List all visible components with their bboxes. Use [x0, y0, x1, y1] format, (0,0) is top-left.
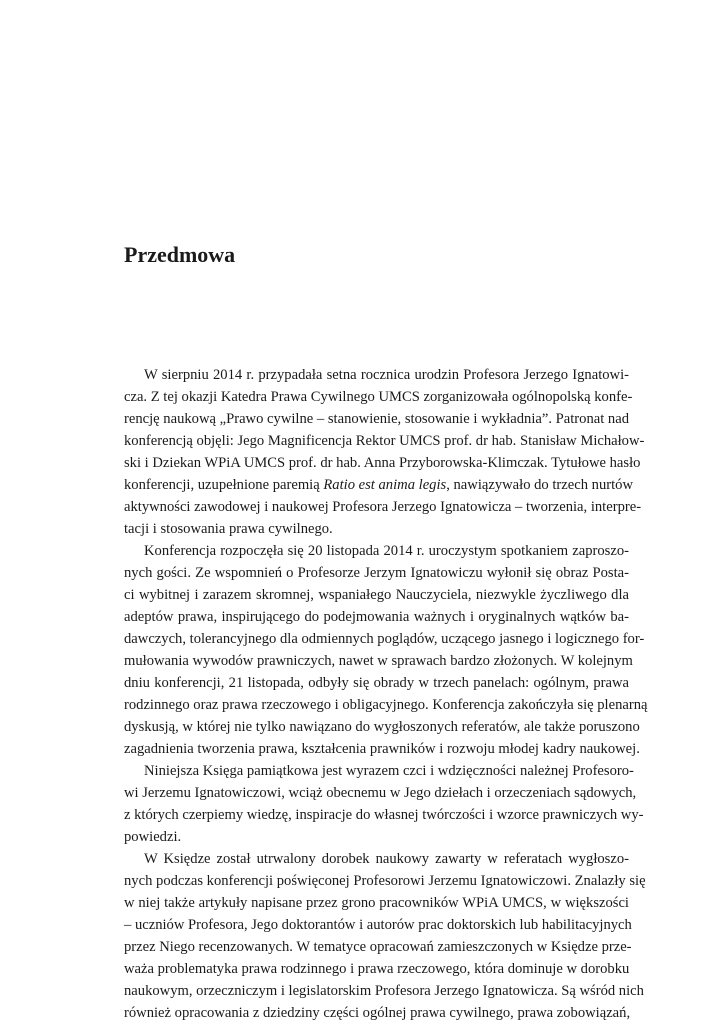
- text-line: [124, 562, 629, 584]
- text-segment: W sierpniu 2014 r. przypadała setna rocznica urodzin Profesora Jerzego Ignatowi-: [144, 367, 629, 383]
- text-segment: aktywności zawodowej i naukowej Profesora Jerzego Ignatowicza – tworzenia, interpre-: [124, 499, 642, 515]
- text-line: [124, 870, 646, 892]
- text-segment: konferencją objęli: Jego Magnificencja Rektor UMCS prof. dr hab. Stanisław Michałow-: [124, 433, 645, 449]
- text-line: [124, 540, 629, 562]
- text-line: [124, 738, 640, 760]
- text-segment: , nawiązywało do trzech nurtów: [446, 477, 634, 493]
- text-line: [124, 672, 629, 694]
- text-segment: dawczych, tolerancyjnego dla odmiennych poglądów, uczącego jasnego i logicznego for-: [124, 631, 645, 647]
- text-line: [124, 980, 644, 1002]
- body-text: [124, 364, 648, 1024]
- paragraph: [124, 848, 646, 1024]
- text-segment: adeptów prawa, inspirującego do podejmowania ważnych i oryginalnych wątków ba-: [124, 609, 629, 625]
- text-line: [124, 408, 629, 430]
- text-segment: rodzinnego oraz prawa rzeczowego i obligacyjnego. Konferencja zakończyła się plenarną: [124, 697, 648, 713]
- text-segment: Konferencja rozpoczęła się 20 listopada 2014 r. uroczystym spotkaniem zaproszo-: [144, 543, 629, 559]
- text-segment: cza. Z tej okazji Katedra Prawa Cywilnego UMCS zorganizowała ogólnopolską konfe-: [124, 389, 633, 405]
- text-segment: rencję naukową „Prawo cywilne – stanowienie, stosowanie i wykładnia”. Patronat nad: [124, 411, 629, 427]
- text-segment: przez Niego recenzowanych. W tematyce opracowań zamieszczonych w Księdze prze-: [124, 939, 632, 955]
- text-line: [124, 606, 629, 628]
- text-line: [124, 760, 634, 782]
- text-line: [124, 474, 634, 496]
- text-segment: tacji i stosowania prawa cywilnego.: [124, 521, 333, 537]
- text-line: [124, 584, 629, 606]
- text-segment: w niej także artykuły napisane przez grono pracowników WPiA UMCS, w większości: [124, 895, 629, 911]
- text-segment: Niniejsza Księga pamiątkowa jest wyrazem czci i wdzięczności należnej Profesoro-: [144, 763, 634, 779]
- text-line: [124, 936, 632, 958]
- text-line: [124, 826, 629, 848]
- latin-maxim: Ratio est anima legis: [323, 477, 447, 493]
- text-line: [124, 518, 629, 540]
- text-line: [124, 782, 637, 804]
- text-line: [124, 914, 632, 936]
- text-segment: ci wybitnej i zarazem skromnej, wspaniałego Nauczyciela, niezwykle życzliwego dla: [124, 587, 629, 603]
- text-segment: – uczniów Profesora, Jego doktorantów i autorów prac doktorskich lub habilitacyjnych: [124, 917, 632, 933]
- text-line: [124, 452, 641, 474]
- text-line: [124, 1002, 629, 1024]
- text-segment: zagadnienia tworzenia prawa, kształcenia prawników i rozwoju młodej kadry naukowej.: [124, 741, 640, 757]
- text-line: [124, 958, 629, 980]
- text-line: [124, 496, 642, 518]
- text-line: [124, 892, 629, 914]
- text-segment: wi Jerzemu Ignatowiczowi, wciąż obecnemu w Jego dziełach i orzeczeniach sądowych,: [124, 785, 637, 801]
- text-line: [124, 364, 629, 386]
- paragraph: [124, 364, 645, 540]
- text-segment: waża problematyka prawa rodzinnego i prawa rzeczowego, która dominuje w dorobku: [124, 961, 630, 977]
- paragraph: [124, 760, 644, 848]
- text-segment: W Księdze został utrwalony dorobek naukowy zawarty w referatach wygłoszo-: [144, 851, 629, 867]
- paragraph: [124, 540, 648, 760]
- text-segment: mułowania wywodów prawniczych, nawet w sprawach bardzo złożonych. W kolejnym: [124, 653, 633, 669]
- text-segment: dniu konferencji, 21 listopada, odbyły się obrady w trzech panelach: ogólnym, prawa: [124, 675, 629, 691]
- text-segment: dyskusją, w której nie tylko nawiązano do wygłoszonych referatów, ale także poruszono: [124, 719, 640, 735]
- text-line: [124, 386, 633, 408]
- text-line: [124, 628, 645, 650]
- text-segment: również opracowania z dziedziny części ogólnej prawa cywilnego, prawa zobowiązań,: [124, 1005, 631, 1021]
- text-segment: naukowym, orzeczniczym i legislatorskim Profesora Jerzego Ignatowicza. Są wśród nich: [124, 983, 644, 999]
- text-segment: ski i Dziekan WPiA UMCS prof. dr hab. Anna Przyborowska-Klimczak. Tytułowe hasło: [124, 455, 641, 471]
- text-segment: z których czerpiemy wiedzę, inspiracje do własnej twórczości i wzorce prawniczych wy-: [124, 807, 644, 823]
- text-segment: konferencji, uzupełnione paremią: [124, 477, 324, 493]
- text-line: [124, 430, 645, 452]
- text-segment: nych podczas konferencji poświęconej Profesorowi Jerzemu Ignatowiczowi. Znalazły się: [124, 873, 646, 889]
- text-line: [124, 650, 633, 672]
- text-line: [124, 716, 640, 738]
- text-segment: powiedzi.: [124, 829, 182, 845]
- text-line: [124, 804, 644, 826]
- page-title: Przedmowa: [124, 242, 236, 267]
- text-line: [124, 848, 629, 870]
- text-line: [124, 694, 648, 716]
- text-segment: nych gości. Ze wspomnień o Profesorze Jerzym Ignatowiczu wyłonił się obraz Posta-: [124, 565, 629, 581]
